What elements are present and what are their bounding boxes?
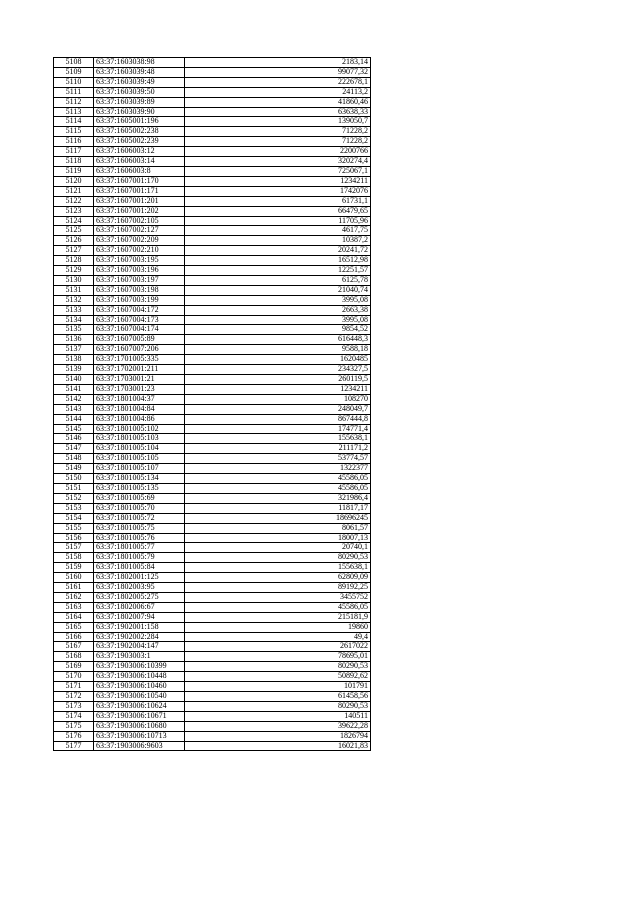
cadastral-number-cell: 63:37:1607004:173 bbox=[94, 315, 185, 325]
cadastral-number-cell: 63:37:1902001:158 bbox=[94, 622, 185, 632]
cadastral-value-cell: 49,4 bbox=[185, 632, 371, 642]
cadastral-number-cell: 63:37:1903006:10399 bbox=[94, 662, 185, 672]
table-row bbox=[54, 493, 371, 503]
table-row bbox=[54, 503, 371, 513]
table-row bbox=[54, 345, 371, 355]
table-row bbox=[54, 275, 371, 285]
cadastral-value-cell: 2663,38 bbox=[185, 305, 371, 315]
cadastral-number-cell: 63:37:1801004:37 bbox=[94, 394, 185, 404]
cadastral-value-cell: 66479,65 bbox=[185, 206, 371, 216]
table-row bbox=[54, 176, 371, 186]
table-row bbox=[54, 404, 371, 414]
cadastral-number-cell: 63:37:1903006:10680 bbox=[94, 721, 185, 731]
cadastral-number-cell: 63:37:1903006:10624 bbox=[94, 701, 185, 711]
table-row bbox=[54, 583, 371, 593]
row-number-cell: 5159 bbox=[54, 563, 94, 573]
table-row bbox=[54, 573, 371, 583]
row-number-cell: 5176 bbox=[54, 731, 94, 741]
cadastral-number-cell: 63:37:1801004:86 bbox=[94, 414, 185, 424]
row-number-cell: 5171 bbox=[54, 682, 94, 692]
cadastral-number-cell: 63:37:1605002:239 bbox=[94, 137, 185, 147]
table-row bbox=[54, 672, 371, 682]
cadastral-value-cell: 63638,33 bbox=[185, 107, 371, 117]
cadastral-value-table bbox=[53, 57, 371, 751]
cadastral-number-cell: 63:37:1801005:84 bbox=[94, 563, 185, 573]
cadastral-value-cell: 1234211 bbox=[185, 384, 371, 394]
cadastral-number-cell: 63:37:1607004:172 bbox=[94, 305, 185, 315]
cadastral-value-cell: 61731,1 bbox=[185, 196, 371, 206]
row-number-cell: 5141 bbox=[54, 384, 94, 394]
row-number-cell: 5120 bbox=[54, 176, 94, 186]
cadastral-number-cell: 63:37:1606003:8 bbox=[94, 166, 185, 176]
cadastral-number-cell: 63:37:1801005:70 bbox=[94, 503, 185, 513]
table-row bbox=[54, 513, 371, 523]
cadastral-value-cell: 725067,1 bbox=[185, 166, 371, 176]
table-row bbox=[54, 444, 371, 454]
cadastral-value-cell: 320274,4 bbox=[185, 157, 371, 167]
table-row bbox=[54, 87, 371, 97]
cadastral-number-cell: 63:37:1607005:89 bbox=[94, 335, 185, 345]
cadastral-number-cell: 63:37:1607002:209 bbox=[94, 236, 185, 246]
table-row bbox=[54, 652, 371, 662]
cadastral-value-cell: 1742076 bbox=[185, 186, 371, 196]
row-number-cell: 5160 bbox=[54, 573, 94, 583]
cadastral-value-cell: 99077,32 bbox=[185, 67, 371, 77]
table-row bbox=[54, 246, 371, 256]
cadastral-number-cell: 63:37:1801005:107 bbox=[94, 464, 185, 474]
row-number-cell: 5108 bbox=[54, 58, 94, 68]
cadastral-number-cell: 63:37:1802006:67 bbox=[94, 602, 185, 612]
cadastral-number-cell: 63:37:1801005:72 bbox=[94, 513, 185, 523]
cadastral-number-cell: 63:37:1607001:171 bbox=[94, 186, 185, 196]
row-number-cell: 5116 bbox=[54, 137, 94, 147]
row-number-cell: 5158 bbox=[54, 553, 94, 563]
cadastral-number-cell: 63:37:1607003:196 bbox=[94, 266, 185, 276]
cadastral-value-cell: 101791 bbox=[185, 682, 371, 692]
cadastral-number-cell: 63:37:1801005:104 bbox=[94, 444, 185, 454]
table-body bbox=[54, 58, 371, 751]
row-number-cell: 5123 bbox=[54, 206, 94, 216]
cadastral-value-cell: 9588,18 bbox=[185, 345, 371, 355]
cadastral-number-cell: 63:37:1607004:174 bbox=[94, 325, 185, 335]
cadastral-value-cell: 222678,1 bbox=[185, 77, 371, 87]
table-row bbox=[54, 285, 371, 295]
cadastral-number-cell: 63:37:1606003:14 bbox=[94, 157, 185, 167]
cadastral-number-cell: 63:37:1702001:211 bbox=[94, 365, 185, 375]
row-number-cell: 5133 bbox=[54, 305, 94, 315]
table-row bbox=[54, 196, 371, 206]
table-row bbox=[54, 523, 371, 533]
cadastral-value-cell: 89192,25 bbox=[185, 583, 371, 593]
cadastral-number-cell: 63:37:1703001:21 bbox=[94, 375, 185, 385]
table-row bbox=[54, 533, 371, 543]
cadastral-value-cell: 1234211 bbox=[185, 176, 371, 186]
cadastral-value-cell: 18696245 bbox=[185, 513, 371, 523]
cadastral-value-cell: 215181,9 bbox=[185, 612, 371, 622]
cadastral-value-cell: 8061,57 bbox=[185, 523, 371, 533]
cadastral-number-cell: 63:37:1801005:102 bbox=[94, 424, 185, 434]
row-number-cell: 5152 bbox=[54, 493, 94, 503]
cadastral-number-cell: 63:37:1603039:48 bbox=[94, 67, 185, 77]
table-row bbox=[54, 186, 371, 196]
table-row bbox=[54, 375, 371, 385]
cadastral-value-cell: 20740,1 bbox=[185, 543, 371, 553]
cadastral-value-cell: 321986,4 bbox=[185, 493, 371, 503]
row-number-cell: 5161 bbox=[54, 583, 94, 593]
cadastral-number-cell: 63:37:1903003:1 bbox=[94, 652, 185, 662]
table-row bbox=[54, 117, 371, 127]
cadastral-value-cell: 11705,96 bbox=[185, 216, 371, 226]
table-row bbox=[54, 612, 371, 622]
row-number-cell: 5124 bbox=[54, 216, 94, 226]
table-row bbox=[54, 67, 371, 77]
cadastral-number-cell: 63:37:1801005:135 bbox=[94, 483, 185, 493]
cadastral-number-cell: 63:37:1605001:196 bbox=[94, 117, 185, 127]
cadastral-value-cell: 260119,5 bbox=[185, 375, 371, 385]
row-number-cell: 5164 bbox=[54, 612, 94, 622]
table-row bbox=[54, 127, 371, 137]
table-row bbox=[54, 315, 371, 325]
row-number-cell: 5157 bbox=[54, 543, 94, 553]
table-row bbox=[54, 721, 371, 731]
cadastral-value-cell: 867444,8 bbox=[185, 414, 371, 424]
cadastral-number-cell: 63:37:1801005:75 bbox=[94, 523, 185, 533]
cadastral-value-cell: 155638,1 bbox=[185, 563, 371, 573]
row-number-cell: 5134 bbox=[54, 315, 94, 325]
cadastral-value-cell: 4617,75 bbox=[185, 226, 371, 236]
row-number-cell: 5144 bbox=[54, 414, 94, 424]
cadastral-value-cell: 45586,05 bbox=[185, 602, 371, 612]
row-number-cell: 5113 bbox=[54, 107, 94, 117]
cadastral-value-cell: 1620485 bbox=[185, 355, 371, 365]
row-number-cell: 5129 bbox=[54, 266, 94, 276]
table-row bbox=[54, 731, 371, 741]
cadastral-number-cell: 63:37:1607001:201 bbox=[94, 196, 185, 206]
row-number-cell: 5121 bbox=[54, 186, 94, 196]
cadastral-number-cell: 63:37:1902002:284 bbox=[94, 632, 185, 642]
cadastral-value-cell: 1322377 bbox=[185, 464, 371, 474]
row-number-cell: 5170 bbox=[54, 672, 94, 682]
cadastral-number-cell: 63:37:1603038:98 bbox=[94, 58, 185, 68]
table-row bbox=[54, 464, 371, 474]
cadastral-value-cell: 53774,57 bbox=[185, 454, 371, 464]
cadastral-number-cell: 63:37:1607003:195 bbox=[94, 256, 185, 266]
cadastral-number-cell: 63:37:1902004:147 bbox=[94, 642, 185, 652]
table-row bbox=[54, 216, 371, 226]
row-number-cell: 5112 bbox=[54, 97, 94, 107]
table-row bbox=[54, 543, 371, 553]
table-row bbox=[54, 622, 371, 632]
table-row bbox=[54, 602, 371, 612]
cadastral-number-cell: 63:37:1903006:10713 bbox=[94, 731, 185, 741]
table-row bbox=[54, 483, 371, 493]
table-row bbox=[54, 266, 371, 276]
cadastral-value-cell: 234327,5 bbox=[185, 365, 371, 375]
row-number-cell: 5143 bbox=[54, 404, 94, 414]
cadastral-value-cell: 140511 bbox=[185, 711, 371, 721]
table-row bbox=[54, 256, 371, 266]
table-row bbox=[54, 206, 371, 216]
cadastral-number-cell: 63:37:1801005:105 bbox=[94, 454, 185, 464]
row-number-cell: 5165 bbox=[54, 622, 94, 632]
cadastral-value-cell: 12251,57 bbox=[185, 266, 371, 276]
cadastral-value-cell: 6125,78 bbox=[185, 275, 371, 285]
table-row bbox=[54, 424, 371, 434]
cadastral-number-cell: 63:37:1903006:10671 bbox=[94, 711, 185, 721]
cadastral-number-cell: 63:37:1603039:89 bbox=[94, 97, 185, 107]
cadastral-number-cell: 63:37:1607007:206 bbox=[94, 345, 185, 355]
row-number-cell: 5169 bbox=[54, 662, 94, 672]
cadastral-number-cell: 63:37:1607002:210 bbox=[94, 246, 185, 256]
table-row bbox=[54, 592, 371, 602]
cadastral-value-cell: 39622,28 bbox=[185, 721, 371, 731]
cadastral-number-cell: 63:37:1903006:10540 bbox=[94, 692, 185, 702]
cadastral-number-cell: 63:37:1801005:79 bbox=[94, 553, 185, 563]
cadastral-number-cell: 63:37:1607001:170 bbox=[94, 176, 185, 186]
cadastral-number-cell: 63:37:1801005:134 bbox=[94, 474, 185, 484]
row-number-cell: 5128 bbox=[54, 256, 94, 266]
row-number-cell: 5175 bbox=[54, 721, 94, 731]
cadastral-number-cell: 63:37:1607003:199 bbox=[94, 295, 185, 305]
cadastral-value-cell: 45586,05 bbox=[185, 483, 371, 493]
row-number-cell: 5114 bbox=[54, 117, 94, 127]
cadastral-value-cell: 80290,53 bbox=[185, 701, 371, 711]
table-row bbox=[54, 642, 371, 652]
table-row bbox=[54, 236, 371, 246]
cadastral-number-cell: 63:37:1802003:95 bbox=[94, 583, 185, 593]
row-number-cell: 5148 bbox=[54, 454, 94, 464]
row-number-cell: 5154 bbox=[54, 513, 94, 523]
cadastral-number-cell: 63:37:1606003:12 bbox=[94, 147, 185, 157]
row-number-cell: 5137 bbox=[54, 345, 94, 355]
row-number-cell: 5138 bbox=[54, 355, 94, 365]
cadastral-value-cell: 21040,74 bbox=[185, 285, 371, 295]
table-row bbox=[54, 226, 371, 236]
row-number-cell: 5173 bbox=[54, 701, 94, 711]
cadastral-value-cell: 3455752 bbox=[185, 592, 371, 602]
cadastral-value-cell: 248049,7 bbox=[185, 404, 371, 414]
table-row bbox=[54, 335, 371, 345]
table-row bbox=[54, 682, 371, 692]
cadastral-number-cell: 63:37:1703001:23 bbox=[94, 384, 185, 394]
table-row bbox=[54, 632, 371, 642]
table-row bbox=[54, 454, 371, 464]
row-number-cell: 5125 bbox=[54, 226, 94, 236]
row-number-cell: 5172 bbox=[54, 692, 94, 702]
cadastral-value-cell: 62809,09 bbox=[185, 573, 371, 583]
cadastral-number-cell: 63:37:1802005:275 bbox=[94, 592, 185, 602]
cadastral-value-cell: 11817,17 bbox=[185, 503, 371, 513]
cadastral-value-cell: 155638,1 bbox=[185, 434, 371, 444]
cadastral-value-cell: 9854,52 bbox=[185, 325, 371, 335]
row-number-cell: 5139 bbox=[54, 365, 94, 375]
cadastral-number-cell: 63:37:1603039:90 bbox=[94, 107, 185, 117]
table-row bbox=[54, 305, 371, 315]
cadastral-value-cell: 71228,2 bbox=[185, 127, 371, 137]
cadastral-value-cell: 18007,13 bbox=[185, 533, 371, 543]
row-number-cell: 5153 bbox=[54, 503, 94, 513]
table-row bbox=[54, 97, 371, 107]
row-number-cell: 5119 bbox=[54, 166, 94, 176]
cadastral-value-cell: 3995,08 bbox=[185, 315, 371, 325]
table-row bbox=[54, 295, 371, 305]
cadastral-value-cell: 61458,56 bbox=[185, 692, 371, 702]
row-number-cell: 5150 bbox=[54, 474, 94, 484]
cadastral-value-cell: 45586,05 bbox=[185, 474, 371, 484]
row-number-cell: 5122 bbox=[54, 196, 94, 206]
table-row bbox=[54, 365, 371, 375]
cadastral-number-cell: 63:37:1607003:198 bbox=[94, 285, 185, 295]
table-row bbox=[54, 137, 371, 147]
table-row bbox=[54, 384, 371, 394]
table-row bbox=[54, 166, 371, 176]
cadastral-number-cell: 63:37:1903006:10460 bbox=[94, 682, 185, 692]
cadastral-number-cell: 63:37:1802007:94 bbox=[94, 612, 185, 622]
row-number-cell: 5168 bbox=[54, 652, 94, 662]
table-row bbox=[54, 563, 371, 573]
cadastral-number-cell: 63:37:1802001:125 bbox=[94, 573, 185, 583]
row-number-cell: 5163 bbox=[54, 602, 94, 612]
cadastral-value-cell: 78695,01 bbox=[185, 652, 371, 662]
cadastral-number-cell: 63:37:1801004:84 bbox=[94, 404, 185, 414]
cadastral-number-cell: 63:37:1903006:9603 bbox=[94, 741, 185, 751]
cadastral-value-cell: 616448,3 bbox=[185, 335, 371, 345]
cadastral-value-cell: 2200766 bbox=[185, 147, 371, 157]
table-row bbox=[54, 77, 371, 87]
cadastral-value-cell: 211171,2 bbox=[185, 444, 371, 454]
table-row bbox=[54, 474, 371, 484]
row-number-cell: 5166 bbox=[54, 632, 94, 642]
row-number-cell: 5130 bbox=[54, 275, 94, 285]
cadastral-value-cell: 20241,72 bbox=[185, 246, 371, 256]
cadastral-number-cell: 63:37:1607003:197 bbox=[94, 275, 185, 285]
cadastral-value-cell: 10387,2 bbox=[185, 236, 371, 246]
table-row bbox=[54, 711, 371, 721]
cadastral-value-cell: 71228,2 bbox=[185, 137, 371, 147]
row-number-cell: 5142 bbox=[54, 394, 94, 404]
row-number-cell: 5145 bbox=[54, 424, 94, 434]
cadastral-value-cell: 3995,08 bbox=[185, 295, 371, 305]
table-row bbox=[54, 434, 371, 444]
cadastral-value-cell: 19860 bbox=[185, 622, 371, 632]
cadastral-number-cell: 63:37:1903006:10448 bbox=[94, 672, 185, 682]
row-number-cell: 5126 bbox=[54, 236, 94, 246]
row-number-cell: 5109 bbox=[54, 67, 94, 77]
cadastral-number-cell: 63:37:1607002:105 bbox=[94, 216, 185, 226]
cadastral-value-cell: 80290,53 bbox=[185, 662, 371, 672]
row-number-cell: 5155 bbox=[54, 523, 94, 533]
row-number-cell: 5147 bbox=[54, 444, 94, 454]
table-row bbox=[54, 355, 371, 365]
cadastral-value-cell: 80290,53 bbox=[185, 553, 371, 563]
cadastral-number-cell: 63:37:1801005:77 bbox=[94, 543, 185, 553]
cadastral-number-cell: 63:37:1607001:202 bbox=[94, 206, 185, 216]
cadastral-value-cell: 50892,62 bbox=[185, 672, 371, 682]
row-number-cell: 5151 bbox=[54, 483, 94, 493]
row-number-cell: 5167 bbox=[54, 642, 94, 652]
row-number-cell: 5146 bbox=[54, 434, 94, 444]
cadastral-number-cell: 63:37:1801005:69 bbox=[94, 493, 185, 503]
table-row bbox=[54, 157, 371, 167]
table-row bbox=[54, 414, 371, 424]
table-row bbox=[54, 701, 371, 711]
cadastral-value-cell: 2617022 bbox=[185, 642, 371, 652]
row-number-cell: 5127 bbox=[54, 246, 94, 256]
cadastral-number-cell: 63:37:1605002:238 bbox=[94, 127, 185, 137]
table-row bbox=[54, 147, 371, 157]
cadastral-number-cell: 63:37:1603039:49 bbox=[94, 77, 185, 87]
cadastral-number-cell: 63:37:1603039:50 bbox=[94, 87, 185, 97]
table-row bbox=[54, 394, 371, 404]
row-number-cell: 5140 bbox=[54, 375, 94, 385]
row-number-cell: 5131 bbox=[54, 285, 94, 295]
row-number-cell: 5162 bbox=[54, 592, 94, 602]
table-row bbox=[54, 58, 371, 68]
row-number-cell: 5135 bbox=[54, 325, 94, 335]
row-number-cell: 5118 bbox=[54, 157, 94, 167]
row-number-cell: 5110 bbox=[54, 77, 94, 87]
row-number-cell: 5156 bbox=[54, 533, 94, 543]
cadastral-value-cell: 24113,2 bbox=[185, 87, 371, 97]
cadastral-number-cell: 63:37:1801005:103 bbox=[94, 434, 185, 444]
table-row bbox=[54, 692, 371, 702]
row-number-cell: 5111 bbox=[54, 87, 94, 97]
cadastral-value-cell: 16021,83 bbox=[185, 741, 371, 751]
row-number-cell: 5136 bbox=[54, 335, 94, 345]
table-row bbox=[54, 107, 371, 117]
row-number-cell: 5177 bbox=[54, 741, 94, 751]
table-row bbox=[54, 741, 371, 751]
cadastral-value-cell: 1826794 bbox=[185, 731, 371, 741]
cadastral-value-cell: 108270 bbox=[185, 394, 371, 404]
row-number-cell: 5149 bbox=[54, 464, 94, 474]
table-row bbox=[54, 553, 371, 563]
table-row bbox=[54, 662, 371, 672]
cadastral-value-cell: 139050,7 bbox=[185, 117, 371, 127]
cadastral-value-cell: 41860,46 bbox=[185, 97, 371, 107]
table-row bbox=[54, 325, 371, 335]
cadastral-value-cell: 2183,14 bbox=[185, 58, 371, 68]
row-number-cell: 5174 bbox=[54, 711, 94, 721]
row-number-cell: 5117 bbox=[54, 147, 94, 157]
cadastral-value-cell: 16512,98 bbox=[185, 256, 371, 266]
cadastral-number-cell: 63:37:1701005:335 bbox=[94, 355, 185, 365]
cadastral-value-cell: 174771,4 bbox=[185, 424, 371, 434]
row-number-cell: 5132 bbox=[54, 295, 94, 305]
cadastral-number-cell: 63:37:1801005:76 bbox=[94, 533, 185, 543]
cadastral-number-cell: 63:37:1607002:127 bbox=[94, 226, 185, 236]
row-number-cell: 5115 bbox=[54, 127, 94, 137]
